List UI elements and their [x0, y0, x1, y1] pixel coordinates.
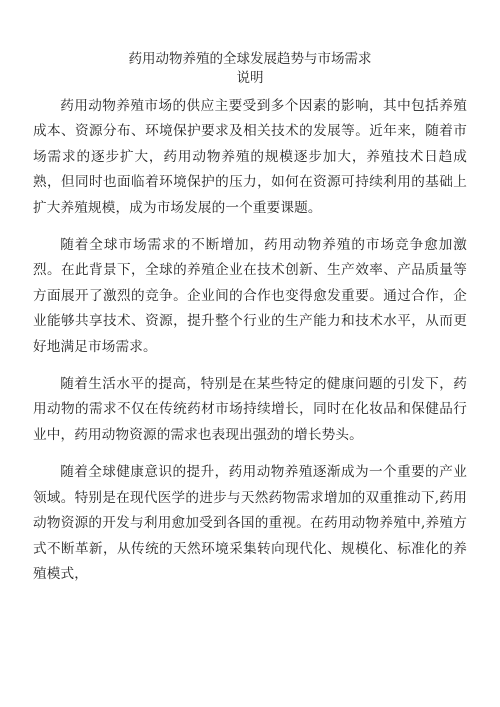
paragraph-demand-growth: 随着生活水平的提高，特别是在某些特定的健康问题的引发下，药用动物的需求不仅在传统药材市场持续增长，同时在化妆品和保健品行业中，药用动物资源的需求也表现出强劲的增长势头。 — [33, 376, 467, 443]
paragraph-market-competition: 随着全球市场需求的不断增加，药用动物养殖的市场竞争愈加激烈。在此背景下，全球的养殖企业在技术创新、生产效率、产品质量等方面展开了激烈的竞争。企业间的合作也变得愈发重要。通过合作，企业能够共享技术、资源，提升整个行业的生产能力和技术水平，从而更好地满足市场需求。 — [33, 237, 467, 355]
document-subtitle: 说明 — [236, 70, 264, 86]
document-title: 药用动物养殖的全球发展趋势与市场需求 — [128, 51, 372, 67]
paragraph-supply-factors: 药用动物养殖市场的供应主要受到多个因素的影响，其中包括养殖成本、资源分布、环境保护要求及相关技术的发展等。近年来，随着市场需求的逐步扩大，药用动物养殖的规模逐步加大，养殖技术日趋成熟，但同时也面临着环境保护的压力，如何在资源可持续利用的基础上扩大养殖规模，成为市场发展的一个重要课题。 — [33, 98, 467, 216]
paragraph-health-awareness: 随着全球健康意识的提升，药用动物养殖逐渐成为一个重要的产业领域。特别是在现代医学的进步与天然药物需求增加的双重推动下,药用动物资源的开发与利用愈加受到各国的重视。在药用动物养殖中,养殖方式不断革新，从传统的天然环境采集转向现代化、规模化、标准化的养殖模式， — [33, 464, 467, 582]
